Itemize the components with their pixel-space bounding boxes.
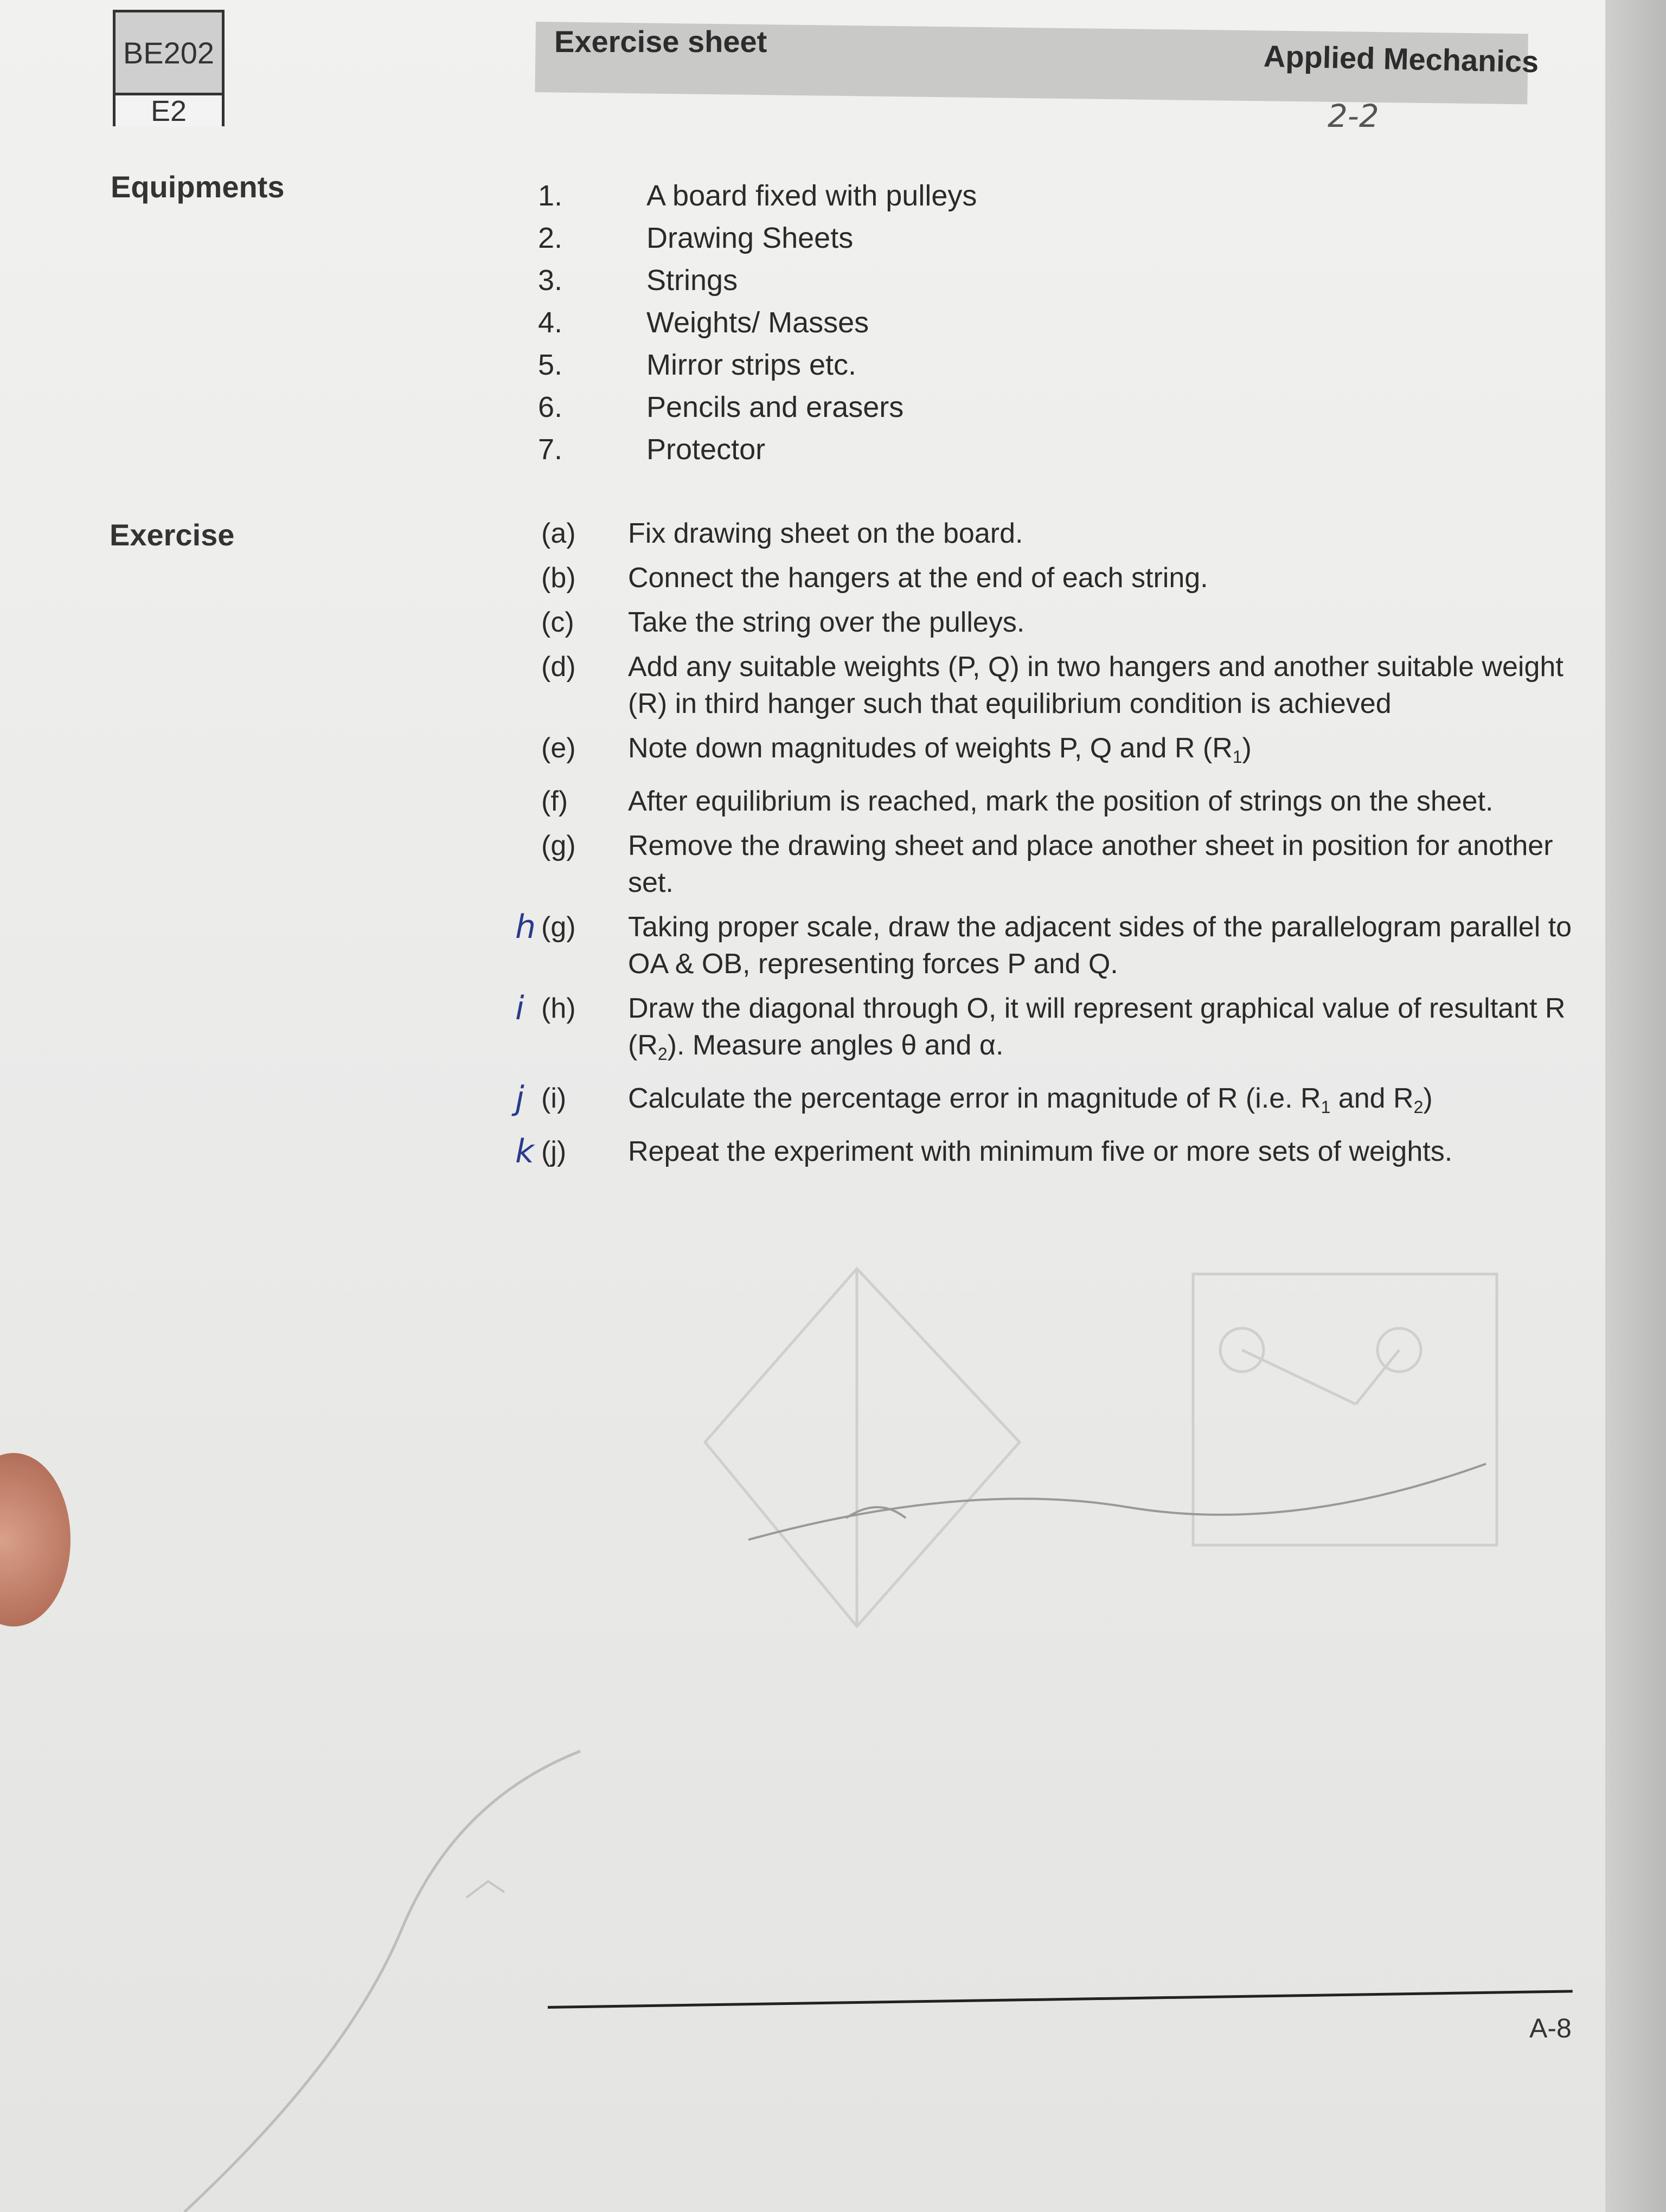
step-letter: (e): [541, 732, 576, 764]
item-text: Strings: [646, 264, 738, 297]
list-item: [538, 344, 977, 386]
list-item: [515, 989, 1588, 1072]
item-number: 1.: [538, 179, 563, 212]
list-item: [515, 1079, 1588, 1126]
page-number: A-8: [1529, 2013, 1572, 2043]
handwritten-letter: k: [515, 1133, 534, 1171]
step-text: Taking proper scale, draw the adjacent sides of the parallelogram parallel to OA & OB, representing forces P and Q.: [628, 911, 1572, 980]
sheet-title: Exercise sheet: [554, 24, 767, 59]
subject-title: Applied Mechanics: [1263, 38, 1539, 79]
paper-crease: [163, 1735, 759, 2212]
item-text: Weights/ Masses: [646, 306, 869, 339]
step-label: [515, 1079, 628, 1126]
list-item: [538, 428, 977, 471]
step-letter: (g): [541, 911, 576, 943]
step-text-part: ). Measure angles θ and α.: [667, 1030, 1004, 1061]
equipment-list: [538, 175, 977, 471]
step-text: [628, 730, 1588, 775]
step-label: [541, 515, 628, 552]
subscript: 1: [1232, 747, 1242, 767]
step-label: [541, 648, 628, 722]
step-text: [628, 1080, 1588, 1126]
list-item: [538, 259, 977, 301]
step-letter: (b): [541, 562, 576, 594]
step-label: [541, 604, 628, 641]
step-text-part: Calculate the percentage error in magnitude of R (i.e. R: [628, 1083, 1321, 1114]
course-code: BE202: [116, 12, 222, 95]
step-letter: (a): [541, 518, 576, 549]
step-letter: (j): [541, 1136, 567, 1167]
item-text: Protector: [646, 433, 766, 466]
list-item: [538, 386, 977, 428]
step-label: [541, 827, 628, 901]
step-letter: (i): [541, 1083, 567, 1114]
item-text: Pencils and erasers: [646, 391, 904, 423]
list-item: [541, 730, 1588, 775]
step-text: Take the string over the pulleys.: [628, 607, 1025, 638]
item-text: A board fixed with pulleys: [646, 179, 977, 212]
subscript: 1: [1321, 1097, 1331, 1117]
item-number: 5.: [538, 349, 563, 381]
handwritten-letter: j: [515, 1079, 524, 1117]
step-label: [541, 730, 628, 775]
subscript: 2: [1413, 1097, 1424, 1117]
list-item: [541, 560, 1588, 596]
exercise-heading: Exercise: [110, 518, 235, 552]
step-letter: (c): [541, 607, 574, 638]
list-item: [541, 604, 1588, 641]
exercise-steps: [515, 515, 1588, 1178]
equipments-heading: Equipments: [111, 170, 285, 204]
step-letter: (d): [541, 651, 576, 683]
step-text-part: Note down magnitudes of weights P, Q and R (R: [628, 732, 1233, 764]
handwritten-note: 2-2: [1328, 98, 1379, 134]
step-text-part: ): [1423, 1083, 1433, 1114]
step-label: [541, 783, 628, 820]
list-item: [538, 175, 977, 217]
list-item: [515, 908, 1588, 982]
step-label: [541, 560, 628, 596]
step-text: Add any suitable weights (P, Q) in two hangers and another suitable weight (R) in third hanger such that equilibrium condition is achieved: [628, 651, 1564, 719]
step-text: After equilibrium is reached, mark the position of strings on the sheet.: [628, 786, 1494, 817]
step-label: [515, 908, 628, 982]
item-number: 4.: [538, 306, 563, 339]
item-number: 6.: [538, 391, 563, 423]
page-edge: [1605, 0, 1666, 2212]
step-text: Repeat the experiment with minimum five or more sets of weights.: [628, 1136, 1453, 1167]
faded-bleed-through-diagram: [586, 1128, 1562, 1724]
step-text-part: and R: [1330, 1083, 1414, 1114]
step-text-part: Draw the diagonal through O, it will represent graphical value of resultant R (R: [628, 993, 1566, 1061]
step-letter: (g): [541, 830, 576, 861]
item-text: Mirror strips etc.: [646, 349, 857, 381]
item-number: 2.: [538, 222, 563, 254]
list-item: [541, 515, 1588, 552]
step-text: Connect the hangers at the end of each string.: [628, 562, 1208, 594]
step-letter: (f): [541, 786, 568, 817]
list-item: [541, 827, 1588, 901]
step-text: [628, 990, 1588, 1072]
list-item: [538, 301, 977, 344]
list-item: [541, 648, 1588, 722]
subscript: 2: [657, 1044, 668, 1064]
course-code-box: [113, 10, 225, 126]
step-label: [515, 989, 628, 1072]
item-text: Drawing Sheets: [646, 222, 854, 254]
handwritten-letter: h: [515, 908, 536, 946]
step-text: Fix drawing sheet on the board.: [628, 518, 1023, 549]
item-number: 7.: [538, 433, 563, 466]
handwritten-letter: i: [515, 989, 524, 1027]
step-letter: (h): [541, 993, 576, 1024]
experiment-code: E2: [116, 95, 222, 126]
list-item: [538, 217, 977, 259]
list-item: [541, 783, 1588, 820]
step-text-part: ): [1242, 732, 1252, 764]
step-text: Remove the drawing sheet and place another sheet in position for another set.: [628, 830, 1553, 898]
item-number: 3.: [538, 264, 563, 297]
